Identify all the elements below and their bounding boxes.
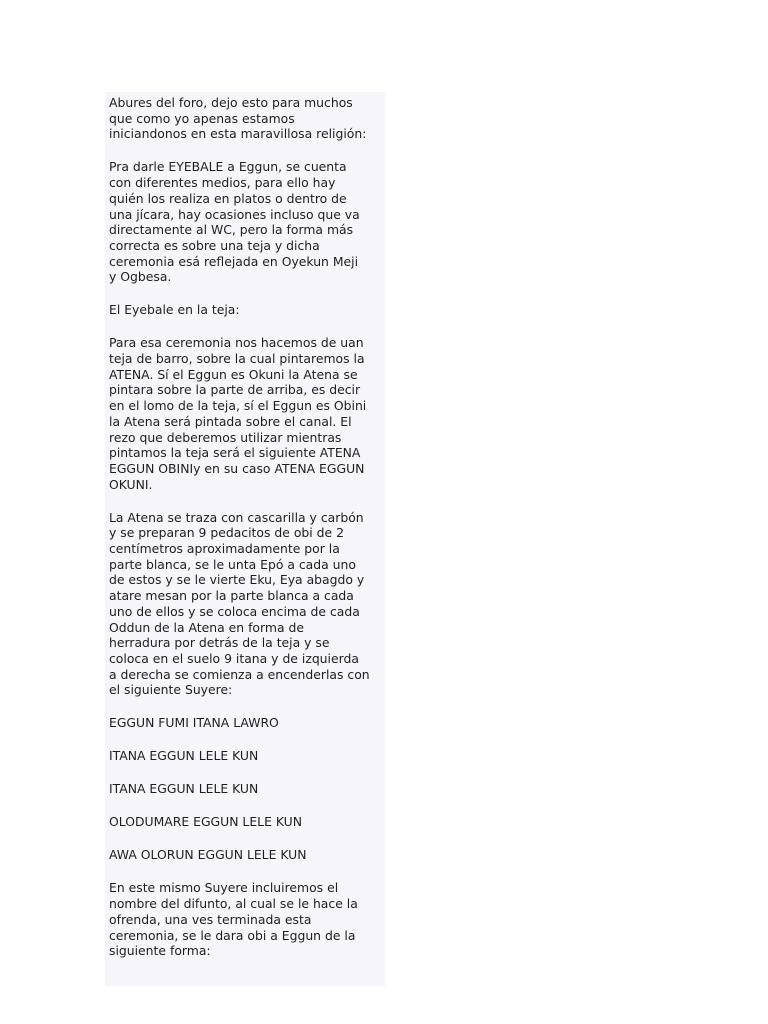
- paragraph-atena-trazo: La Atena se traza con cascarilla y carbón y se preparan 9 pedacitos de obi de 2 centímetros aproximadamente por la parte blanca, se le unta Epó a cada uno de estos y se le vierte Eku, Eya abagdo y atare mesan por la parte blanca a cada uno de ellos y se coloca encima de cada Oddun de la Atena en forma de herradura por detrás de la teja y se coloca en el suelo 9 itana y de izquierda a derecha se comienza a encenderlas con el siguiente Suyere:: [109, 509, 370, 698]
- paragraph-heading-teja: El Eyebale en la teja:: [109, 302, 240, 318]
- paragraph-closing: En este mismo Suyere incluiremos el nombre del difunto, al cual se le hace la ofrenda, una ves terminada esta ceremonia, se le dara obi a Eggun de la siguiente forma:: [109, 880, 358, 959]
- suyere-line-5: AWA OLORUN EGGUN LELE KUN: [109, 847, 307, 863]
- paragraph-intro: Abures del foro, dejo esto para muchos que como yo apenas estamos iniciandonos en esta maravillosa religión:: [109, 95, 367, 142]
- suyere-line-3: ITANA EGGUN LELE KUN: [109, 781, 259, 797]
- post-body: [109, 95, 385, 976]
- suyere-line-2: ITANA EGGUN LELE KUN: [109, 748, 259, 764]
- paragraph-ceremonia-atena: Para esa ceremonia nos hacemos de uan teja de barro, sobre la cual pintaremos la ATENA. Sí el Eggun es Okuni la Atena se pintara sobre la parte de arriba, es decir en el lomo de la teja, sí el Eggun es Obini la Atena será pintada sobre el canal. El rezo que deberemos utilizar mientras pintamos la teja será el siguiente ATENA EGGUN OBINIy en su caso ATENA EGGUN OKUNI.: [109, 335, 367, 492]
- suyere-line-4: OLODUMARE EGGUN LELE KUN: [109, 814, 302, 830]
- paragraph-eyebale-methods: Pra darle EYEBALE a Eggun, se cuenta con diferentes medios, para ello hay quién los realiza en platos o dentro de una jícara, hay ocasiones incluso que va directamente al WC, pero la forma más correcta es sobre una teja y dicha ceremonia esá reflejada en Oyekun Meji y Ogbesa.: [109, 159, 360, 285]
- suyere-line-1: EGGUN FUMI ITANA LAWRO: [109, 715, 279, 731]
